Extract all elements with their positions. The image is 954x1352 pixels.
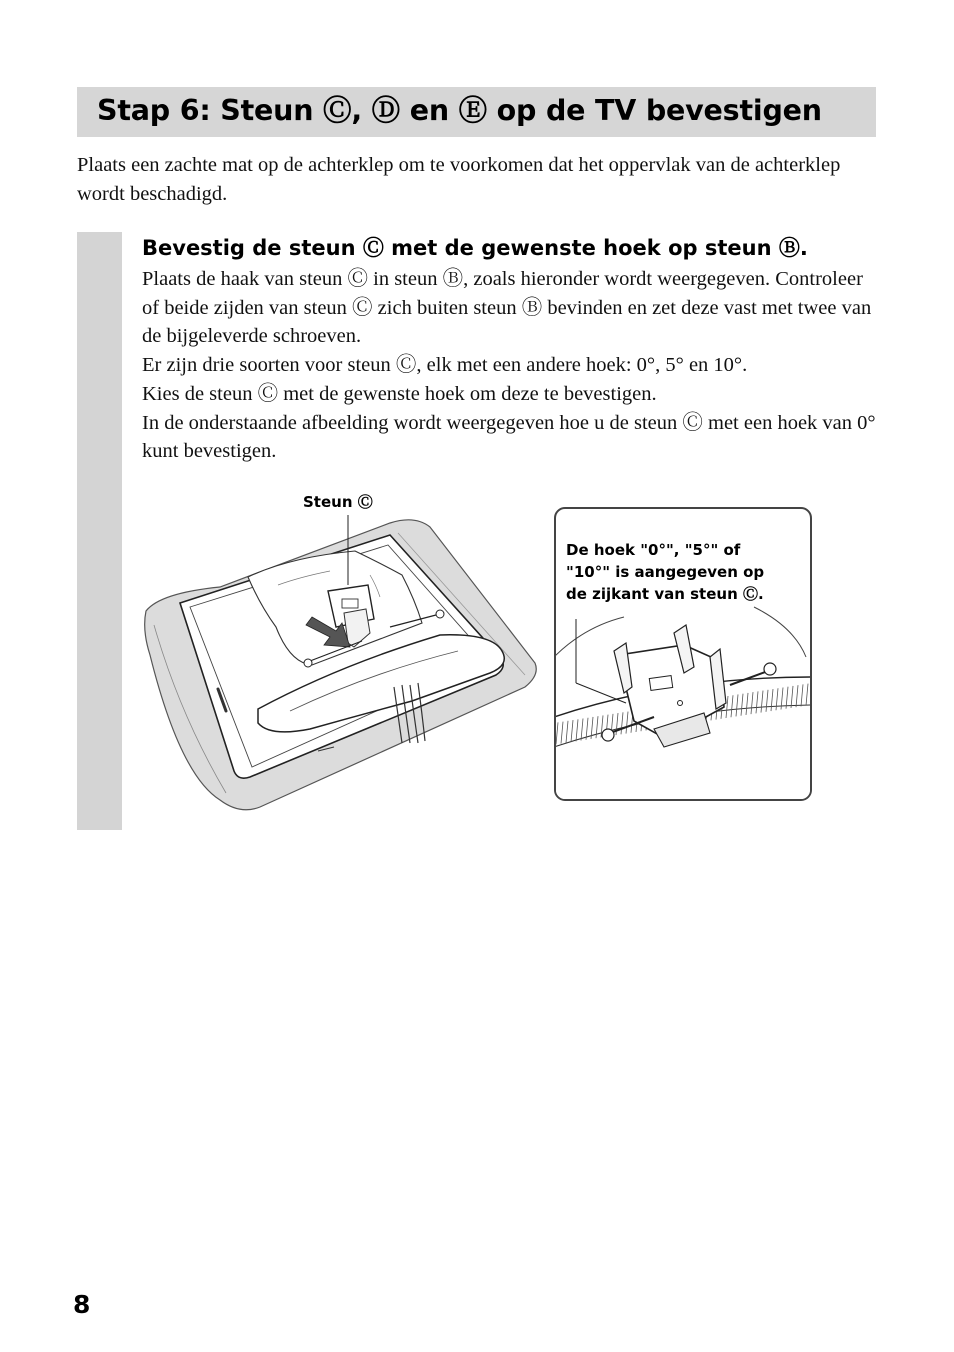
page-number: 8 bbox=[73, 1290, 91, 1319]
step-paragraph: Plaats de haak van steun Ⓒ in steun Ⓑ, zoals hieronder wordt weergegeven. Controleer of beide zijden van steun Ⓒ zich buiten steun Ⓑ bevinden en zet deze vast met twee van de bijgeleverde schroeven. bbox=[142, 268, 872, 348]
step-sidebar-bar bbox=[77, 232, 122, 830]
intro-paragraph: Plaats een zachte mat op de achterklep om te voorkomen dat het oppervlak van de achterklep wordt beschadigd. bbox=[77, 154, 841, 205]
step-paragraph: Er zijn drie soorten voor steun Ⓒ, elk met een andere hoek: 0°, 5° en 10°. bbox=[142, 354, 748, 377]
section-title: Stap 6: Steun Ⓒ, Ⓓ en Ⓔ op de TV bevestigen bbox=[97, 94, 822, 127]
tv-back-illustration bbox=[140, 515, 540, 815]
figure-label-steun: Steun Ⓒ bbox=[303, 493, 373, 511]
step-heading: Bevestig de steun Ⓒ met de gewenste hoek op steun Ⓑ. bbox=[142, 236, 808, 260]
callout-label: De hoek "0°", "5°" of "10°" is aangegeven op de zijkant van steun Ⓒ. bbox=[566, 541, 765, 603]
section-title-bar bbox=[77, 87, 876, 137]
step-paragraph: In de onderstaande afbeelding wordt weergegeven hoe u de steun Ⓒ met een hoek van 0° kunt bevestigen. bbox=[142, 411, 876, 463]
step-paragraph: Kies de steun Ⓒ met de gewenste hoek om deze te bevestigen. bbox=[142, 382, 657, 405]
step-body bbox=[142, 265, 882, 466]
